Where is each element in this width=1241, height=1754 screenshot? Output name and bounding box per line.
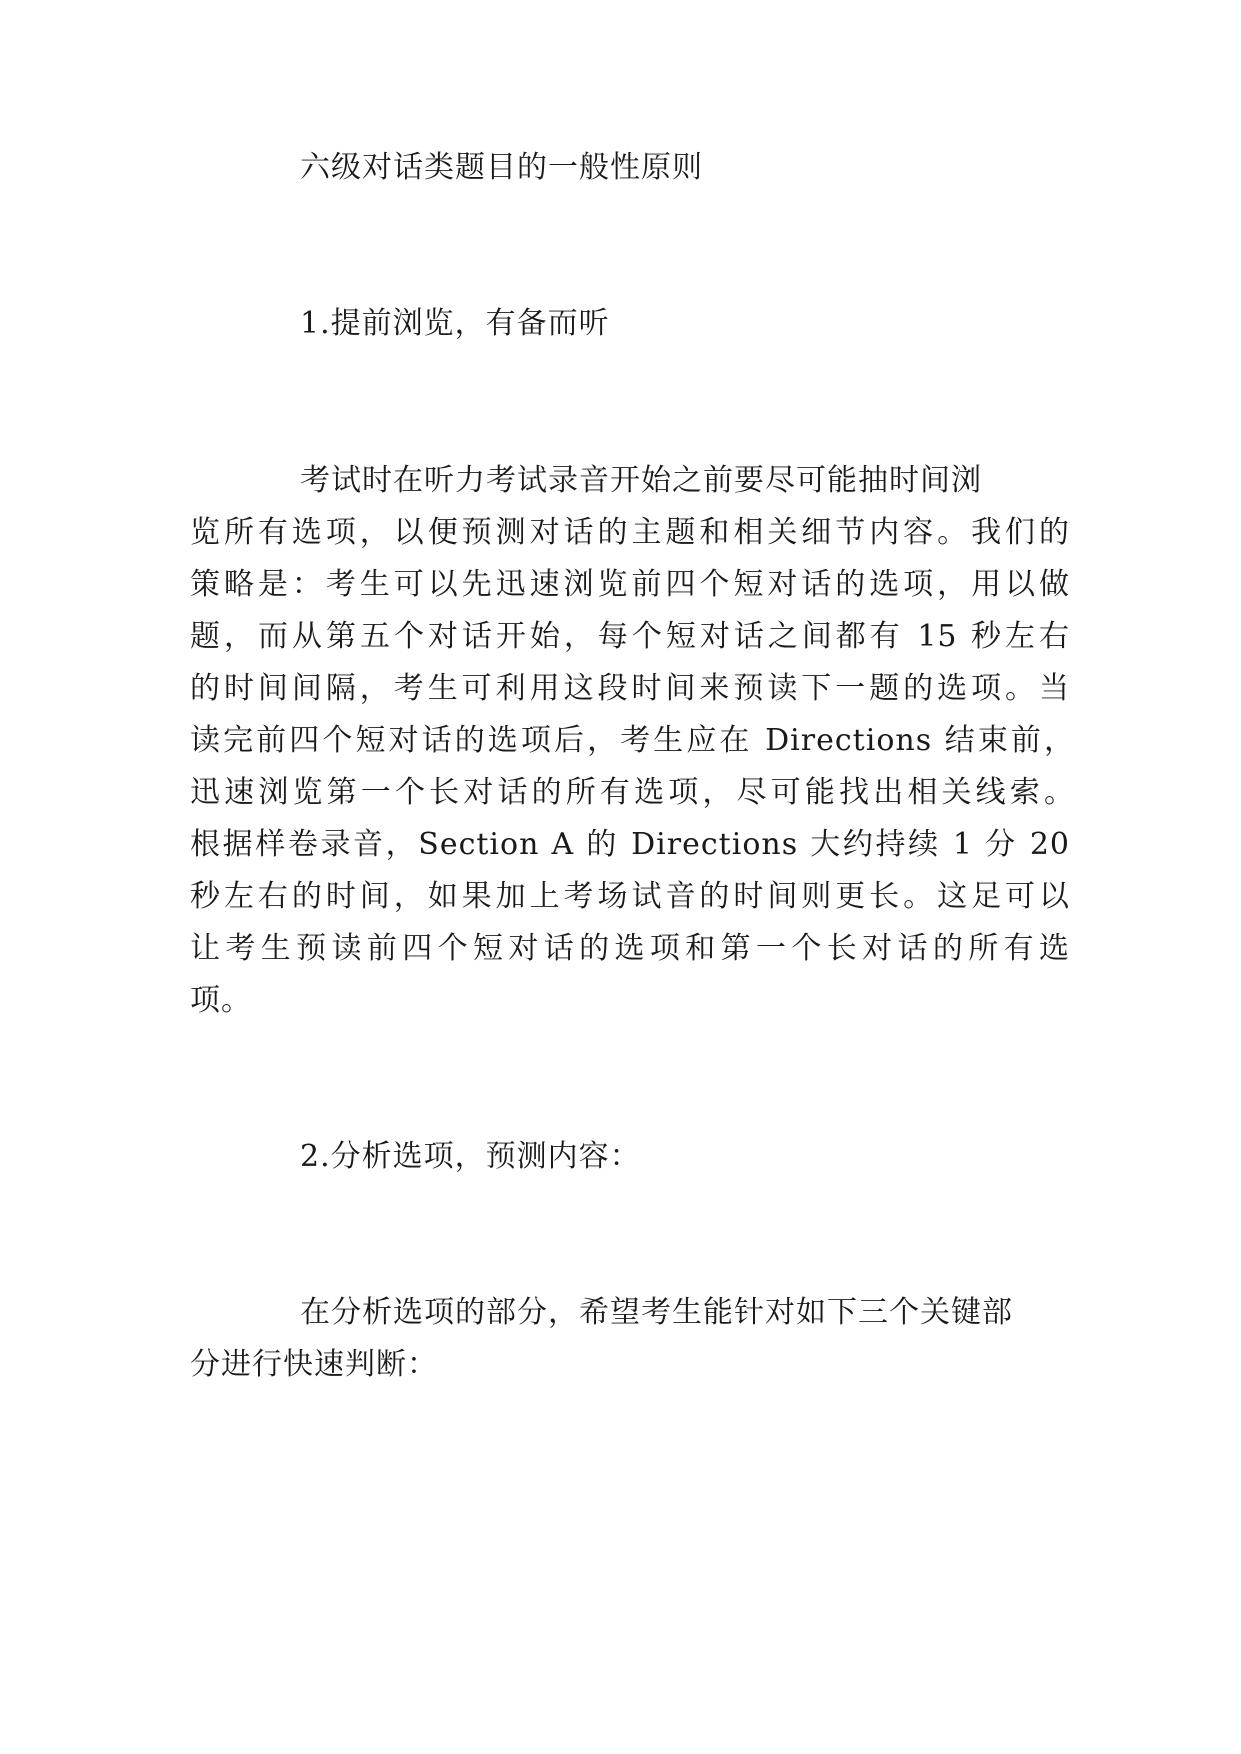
paragraph-line: 项。: [190, 983, 252, 1018]
paragraph-line: 秒左右的时间，如果加上考场试音的时间则更长。这足可以: [190, 879, 1070, 914]
section-heading-1: 1.提前浏览，有备而听: [300, 306, 610, 341]
paragraph-line: 根据样卷录音，Section A 的 Directions 大约持续 1 分 20: [190, 827, 1070, 862]
document-title: 六级对话类题目的一般性原则: [300, 150, 703, 185]
paragraph-line: 策略是：考生可以先迅速浏览前四个短对话的选项，用以做: [190, 567, 1070, 602]
paragraph-line: 在分析选项的部分，希望考生能针对如下三个关键部: [300, 1295, 1013, 1330]
paragraph-line: 考试时在听力考试录音开始之前要尽可能抽时间浏: [300, 463, 982, 498]
paragraph-line: 让考生预读前四个短对话的选项和第一个长对话的所有选: [190, 931, 1070, 966]
paragraph-line: 览所有选项，以便预测对话的主题和相关细节内容。我们的: [190, 515, 1070, 550]
paragraph-line: 题，而从第五个对话开始，每个短对话之间都有 15 秒左右: [190, 619, 1070, 654]
paragraph-line: 分进行快速判断：: [190, 1347, 438, 1382]
paragraph-line: 迅速浏览第一个长对话的所有选项，尽可能找出相关线索。: [190, 775, 1075, 810]
paragraph-line: 读完前四个短对话的选项后，考生应在 Directions 结束前，: [190, 723, 1075, 758]
paragraph-line: 的时间间隔，考生可利用这段时间来预读下一题的选项。当: [190, 671, 1070, 706]
section-heading-2: 2.分析选项，预测内容：: [300, 1139, 641, 1174]
